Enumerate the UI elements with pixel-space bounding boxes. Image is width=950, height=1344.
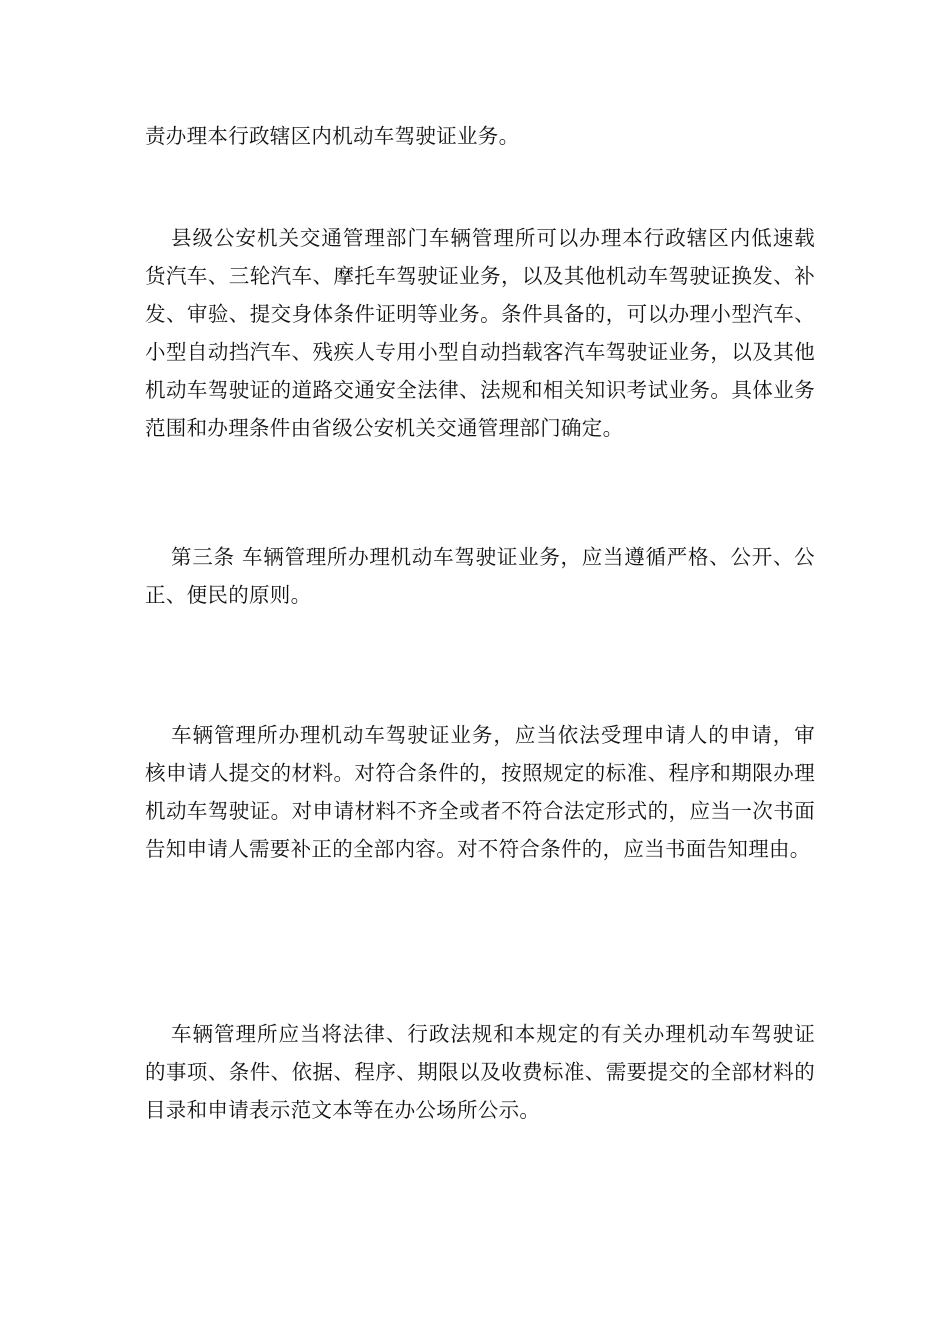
paragraph-application-review: 车辆管理所办理机动车驾驶证业务，应当依法受理申请人的申请，审核申请人提交的材料。对符合条件的，按照规定的标准、程序和期限办理机动车驾驶证。对申请材料不齐全或者不符合法定形式的，应当一次书面告知申请人需要补正的全部内容。对不符合条件的，应当书面告知理由。 bbox=[145, 723, 815, 861]
paragraph-county-level-scope: 县级公安机关交通管理部门车辆管理所可以办理本行政辖区内低速载货汽车、三轮汽车、摩托车驾驶证业务，以及其他机动车驾驶证换发、补发、审验、提交身体条件证明等业务。条件具备的，可以办理小型汽车、小型自动挡汽车、残疾人专用小型自动挡载客汽车驾驶证业务，以及其他机动车驾驶证的道路交通安全法律、法规和相关知识考试业务。具体业务范围和办理条件由省级公安机关交通管理部门确定。 bbox=[145, 226, 815, 440]
paragraph-public-notice: 车辆管理所应当将法律、行政法规和本规定的有关办理机动车驾驶证的事项、条件、依据、程序、期限以及收费标准、需要提交的全部材料的目录和申请表示范文本等在办公场所公示。 bbox=[145, 1022, 815, 1122]
paragraph-continuation: 责办理本行政辖区内机动车驾驶证业务。 bbox=[145, 124, 520, 148]
paragraph-article-three: 第三条 车辆管理所办理机动车驾驶证业务，应当遵循严格、公开、公正、便民的原则。 bbox=[145, 545, 815, 607]
